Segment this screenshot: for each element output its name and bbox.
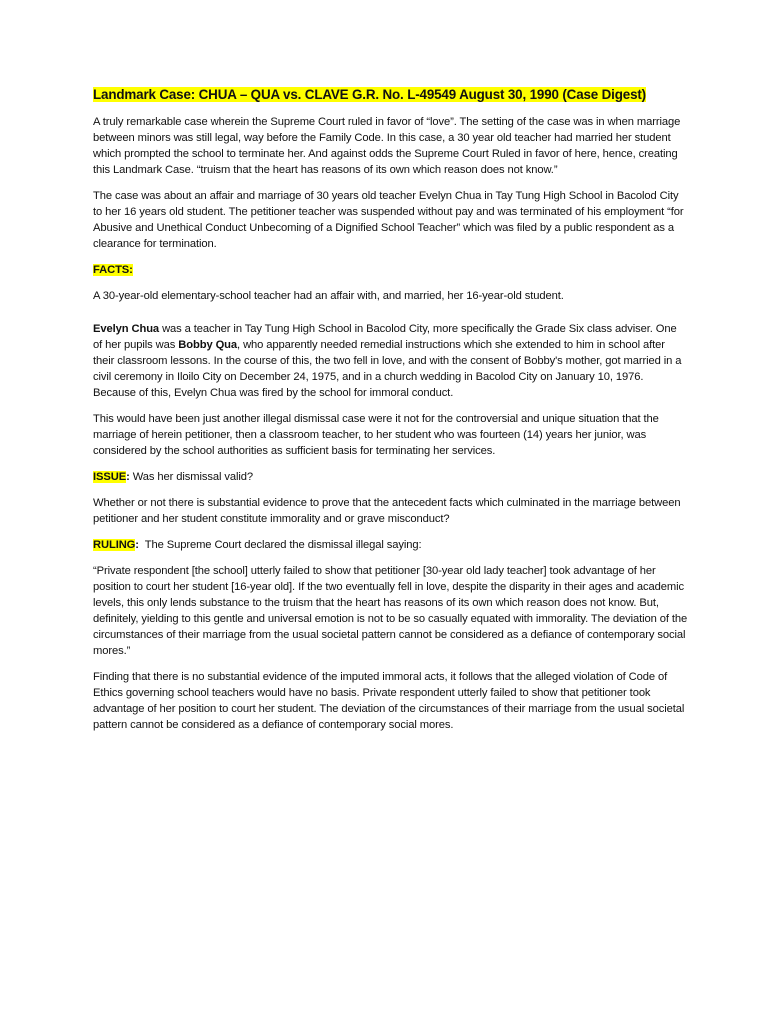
issue-label: ISSUE — [93, 471, 127, 483]
intro-paragraph-2: The case was about an affair and marriage of 30 years old teacher Evelyn Chua in Tay Tung High School in Bacolod City to her 16 years old student. The petitioner teacher was suspended without pay and was terminated of his employment “for Abusive and Unethical Conduct Unbecoming of a Dignified School Teacher” which was filed by a public respondent as a clearance for termination. — [93, 190, 684, 250]
ruling-heading — [93, 537, 688, 553]
facts-context: This would have been just another illegal dismissal case were it not for the controversial and unique situation that the marriage of herein petitioner, then a classroom teacher, to her student who was fourteen (14) years her junior, was considered by the school authorities as sufficient basis for terminating her services. — [93, 413, 659, 457]
ruling-quote: “Private respondent [the school] utterly failed to show that petitioner [30-year old lady teacher] took advantage of her position to court her student [16-year old]. If the two eventually fell in love, despite the disparity in their ages and academic levels, this only lends substance to the truism that the heart has reasons of its own which reason does not know. But, definitely, yielding to this gentle and universal emotion is not to be so casually equated with immorality. The deviation of the circumstances of their marriage from the usual societal pattern cannot be considered as a defiance of contemporary social mores.” — [93, 565, 688, 657]
document-title — [93, 86, 688, 104]
facts-heading — [93, 262, 688, 278]
issue-detail: Whether or not there is substantial evidence to prove that the antecedent facts which culminated in the marriage between petitioner and her student constitute immorality and or grave misconduct? — [93, 497, 681, 525]
conclusion-paragraph: Finding that there is no substantial evidence of the imputed immoral acts, it follows that the alleged violation of Code of Ethics governing school teachers would have no basis. Private respondent utterly failed to show that petitioner took advantage of her position to court her student. The deviation of the circumstances of their marriage from the usual societal pattern cannot be considered as a defiance of contemporary social mores. — [93, 671, 685, 731]
ruling-colon: : — [135, 539, 139, 551]
issue-heading — [93, 469, 688, 485]
facts-summary: A 30-year-old elementary-school teacher had an affair with, and married, her 16-year-old student. — [93, 290, 564, 302]
intro-paragraph-1: A truly remarkable case wherein the Supreme Court ruled in favor of “love”. The setting of the case was in when marriage between minors was still legal, way before the Family Code. In this case, a 30 year old teacher had married her student which prompted the school to terminate her. And against odds the Supreme Court Ruled in favor of here, hence, creating this Landmark Case. “truism that the heart has reasons of its own which reason does not know.” — [93, 116, 681, 176]
issue-colon: : — [126, 471, 130, 483]
facts-detail — [93, 321, 688, 401]
facts-detail-text-1: was a teacher in Tay Tung High School in Bacolod City, more specifically the Grade Six class adviser. One of her pupils was — [93, 323, 677, 351]
ruling-text: The Supreme Court declared the dismissal illegal saying: — [138, 539, 422, 551]
facts-detail-text-2: , who apparently needed remedial instructions which she extended to him in school after their classroom lessons. In the course of this, the two fell in love, and with the consent of Bobby's mother, got married in a civil ceremony in Iloilo City on December 24, 1975, and in a church wedding in Bacolod City on January 10, 1976. Because of this, Evelyn Chua was fired by the school for immoral conduct. — [93, 339, 682, 399]
person-name-evelyn: Evelyn Chua — [93, 323, 160, 335]
facts-label: FACTS: — [93, 264, 133, 276]
title-highlight: Landmark Case: CHUA – QUA vs. CLAVE G.R. No. L-49549 August 30, 1990 (Case Digest) — [93, 87, 646, 102]
person-name-bobby: Bobby Qua — [178, 339, 238, 351]
issue-question: Was her dismissal valid? — [129, 471, 254, 483]
ruling-label: RULING — [93, 539, 136, 551]
